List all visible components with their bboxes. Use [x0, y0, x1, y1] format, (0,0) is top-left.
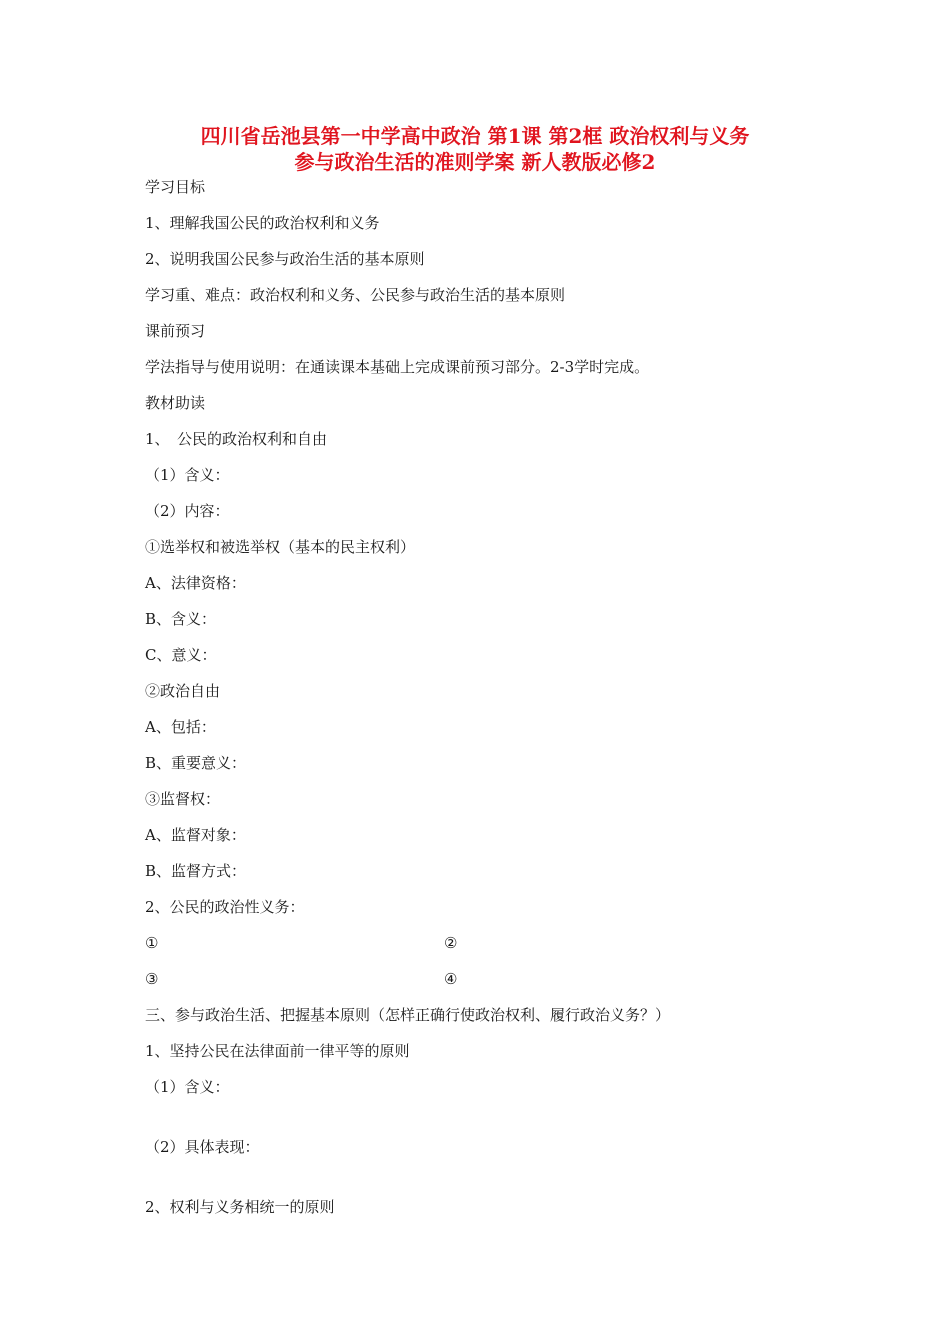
sub-item-a: A、法律资格： — [145, 574, 246, 592]
sub-item-c: C、意义： — [145, 646, 217, 664]
study-instructions: 学法指导与使用说明：在通读课本基础上完成课前预习部分。2-3学时完成。 — [145, 358, 650, 376]
goal-item-1: 1、理解我国公民的政治权利和义务 — [145, 214, 380, 232]
duty-blank-2: ② — [444, 934, 458, 952]
principle-meaning: （1）含义： — [145, 1078, 230, 1096]
item-right-to-vote: ①选举权和被选举权（基本的民主权利） — [145, 538, 416, 556]
item-political-duties: 2、公民的政治性义务： — [145, 898, 305, 916]
section-heading-principles: 三、参与政治生活、把握基本原则（怎样正确行使政治权利、履行政治义务？） — [145, 1006, 671, 1024]
key-points: 学习重、难点：政治权利和义务、公民参与政治生活的基本原则 — [145, 286, 566, 304]
item-supervision-right: ③监督权： — [145, 790, 221, 808]
item-content: （2）内容： — [145, 502, 230, 520]
item-meaning: （1）含义： — [145, 466, 230, 484]
sub-item-a: A、监督对象： — [145, 826, 246, 844]
item-political-freedom: ②政治自由 — [145, 682, 221, 700]
sub-item-b: B、监督方式： — [145, 862, 247, 880]
section-heading-textbook-guide: 教材助读 — [145, 394, 206, 412]
duty-blank-4: ④ — [444, 970, 458, 988]
principle-manifestation: （2）具体表现： — [145, 1138, 260, 1156]
document-title-line-2: 参与政治生活的准则学案 新人教版必修2 — [294, 150, 656, 174]
sub-item-b: B、含义： — [145, 610, 217, 628]
sub-item-b: B、重要意义： — [145, 754, 247, 772]
principle-rights-duties: 2、权利与义务相统一的原则 — [145, 1198, 335, 1216]
item-political-rights: 1、 公民的政治权利和自由 — [145, 430, 328, 448]
section-heading-preview: 课前预习 — [145, 322, 206, 340]
section-heading-learning-goals: 学习目标 — [145, 178, 206, 196]
duty-blank-1: ① — [145, 934, 159, 952]
duty-blank-3: ③ — [145, 970, 159, 988]
principle-equality: 1、坚持公民在法律面前一律平等的原则 — [145, 1042, 410, 1060]
goal-item-2: 2、说明我国公民参与政治生活的基本原则 — [145, 250, 425, 268]
document-title-line-1: 四川省岳池县第一中学高中政治 第1课 第2框 政治权利与义务 — [200, 124, 750, 148]
sub-item-a: A、包括： — [145, 718, 216, 736]
